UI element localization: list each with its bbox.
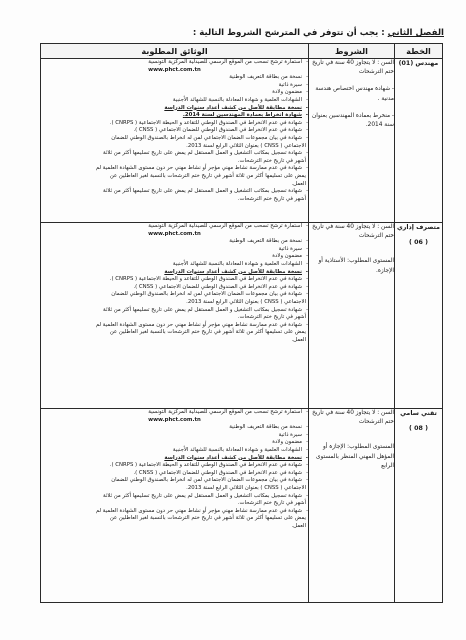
table-header-row [41, 44, 443, 59]
website-link[interactable]: www.phct.com.tn [148, 416, 201, 423]
document-item: - شهادة في عدم الانخراط في الصندوق الوطني للضمان الاجتماعي ( CNSS ). [41, 284, 308, 292]
document-item: - شهادة في عدم الانخراط في الصندوق الوطني للتقاعد و الحيطة الاجتماعية ( CNRPS ). [41, 120, 308, 128]
document-item: - مضمون ولادة [41, 253, 308, 261]
document-item: يمض على تسليمها أكثر من ثلاثة أشهر في تاريخ ختم الترشحات بالنسبة لغير العاطلين عن [109, 172, 306, 179]
document-item: أشهر في تاريخ ختم الترشحات. [237, 314, 306, 321]
plan-title: مهندس (01) [398, 60, 439, 67]
document-item: أشهر في تاريخ ختم الترشحات. [237, 195, 306, 202]
documents-cell [41, 59, 309, 223]
document-item: - شهادة في عدم الانخراط في الصندوق الوطني للضمان الاجتماعي ( CNSS ). [41, 127, 308, 135]
document-item: - استمارة ترشح تسحب من الموقع الرسمي للصيدلية المركزية التونسية [41, 409, 308, 417]
condition-level: المستوى المطلوب: الأستاذية أو الإجازة. [318, 258, 394, 274]
document-item: - شهادة تسجيل بمكاتب التشغيل و العمل المستقل لم يمض على تاريخ تسليمها أكثر من ثلاثة [41, 150, 308, 158]
document-item: - نسخة من بطاقة التعريف الوطنية [41, 238, 308, 246]
conditions-cell [309, 223, 395, 409]
plan-count: ( 08 ) [409, 425, 428, 432]
document-item: الاجتماعي ( CNSS ) بعنوان الثلاثي الرابع لسنة 2013. [186, 142, 306, 149]
column-header-plan: الخطة [395, 44, 443, 59]
condition-age: السن : لا يتجاوز 40 سنة في تاريخ ختم الترشحات [312, 224, 394, 240]
document-item: - سيرة ذاتية [41, 432, 308, 440]
document-item: - شهادة في بيان مجموعات الضمان الاجتماعي لمن له انخراط بالصندوق الوطني للضمان [41, 135, 308, 143]
plan-title: تقني سامي [400, 410, 437, 417]
chapter-title: الفصل الثاني [387, 28, 444, 38]
document-item: - مضمون ولادة [41, 89, 308, 97]
column-header-conditions: الشروط [309, 44, 395, 59]
document-item: العمل. [291, 336, 306, 343]
document-item: - الشهادات العلمية و شهادة المعادلة بالنسبة للشهائد الأجنبية [41, 97, 308, 105]
document-item: - نسخة من بطاقة التعريف الوطنية [41, 74, 308, 82]
documents-cell [41, 223, 309, 409]
document-item: - شهادة في عدم الانخراط في الصندوق الوطني للضمان الاجتماعي ( CNSS ). [41, 470, 308, 478]
document-item: - شهادة في بيان مجموعات الضمان الاجتماعي لمن له انخراط بالصندوق الوطني للضمان [41, 477, 308, 485]
condition-level: - شهادة مهندس اختصاص هندسة مدنية . [315, 86, 394, 102]
document-item: - شهادة في عدم الانخراط في الصندوق الوطني للتقاعد و الحيطة الاجتماعية ( CNRPS ). [41, 462, 308, 470]
document-item: - شهادة في عدم الانخراط في الصندوق الوطني للتقاعد و الحيطة الاجتماعية ( CNRPS ). [41, 276, 308, 284]
conditions-cell [309, 409, 395, 603]
document-item: - نسخة مطابقة للأصل من كشف أعداد سنوات الدراسة [41, 455, 308, 463]
conditions-cell [309, 59, 395, 223]
document-item: - مضمون ولادة [41, 439, 308, 447]
plan-title: متصرف إداري [396, 224, 441, 231]
document-item: - نسخة مطابقة للأصل من كشف أعداد سنوات الدراسة [41, 269, 308, 277]
documents-list [41, 59, 308, 203]
column-header-documents: الوثائق المطلوبة [41, 44, 309, 59]
document-item: - شهادة تسجيل بمكاتب التشغيل و العمل المستقل لم يمض على تاريخ تسليمها أكثر من ثلاثة [41, 188, 308, 196]
condition-age: السن : لا يتجاوز 40 سنة في تاريخ ختم الترشحات [312, 60, 394, 76]
condition-level: المستوى المطلوب: الإجازة أو المؤهل المهني المنظر بالمستوى الرابع [315, 444, 394, 469]
website-link[interactable]: www.phct.com.tn [148, 230, 201, 237]
chapter-heading [40, 27, 444, 39]
plan-cell [395, 59, 443, 223]
document-item: - شهادة في عدم ممارسة نشاط مهني مؤجر أو نشاط مهني حر دون مستوى الشهادة العلمية لم [41, 322, 308, 330]
document-item: أشهر في تاريخ ختم الترشحات. [237, 500, 306, 507]
document-item: - استمارة ترشح تسحب من الموقع الرسمي للصيدلية المركزية التونسية [41, 223, 308, 231]
document-item: - الشهادات العلمية و شهادة المعادلة بالنسبة للشهائد الأجنبية [41, 447, 308, 455]
document-item: أشهر في تاريخ ختم الترشحات. [237, 157, 306, 164]
document-item: - استمارة ترشح تسحب من الموقع الرسمي للصيدلية المركزية التونسية [41, 59, 308, 67]
document-item: - شهادة في عدم ممارسة نشاط مهني مؤجر أو نشاط مهني حر دون مستوى الشهادة العلمية لم [41, 165, 308, 173]
document-item: العمل. [291, 180, 306, 187]
table-row [41, 59, 443, 223]
plan-count: ( 06 ) [409, 239, 428, 246]
documents-list [41, 223, 308, 345]
condition-age: السن : لا يتجاوز 40 سنة في تاريخ ختم الترشحات [312, 410, 394, 426]
documents-list [41, 409, 308, 531]
chapter-subtitle: : يجب أن تتوفر في المترشح الشروط التالية : [192, 28, 385, 38]
document-item: - شهادة في بيان مجموعات الضمان الاجتماعي لمن له انخراط بالصندوق الوطني للضمان [41, 291, 308, 299]
requirements-table [40, 43, 443, 603]
condition-extra: - منخرط بعمادة المهندسين بعنوان سنة 2014. [312, 112, 394, 129]
table-row [41, 409, 443, 603]
document-item: الاجتماعي ( CNSS ) بعنوان الثلاثي الرابع لسنة 2013. [186, 298, 306, 305]
document-item: - شهادة في عدم ممارسة نشاط مهني مؤجر أو نشاط مهني حر دون مستوى الشهادة العلمية لم [41, 508, 308, 516]
document-item: الاجتماعي ( CNSS ) بعنوان الثلاثي الرابع لسنة 2013. [186, 484, 306, 491]
document-item: - نسخة من بطاقة التعريف الوطنية [41, 424, 308, 432]
plan-cell [395, 223, 443, 409]
document-item: يمض على تسليمها أكثر من ثلاثة أشهر في تاريخ ختم الترشحات بالنسبة لغير العاطلين عن [109, 515, 306, 522]
document-item: - سيرة ذاتية [41, 246, 308, 254]
document-item: - سيرة ذاتية [41, 82, 308, 90]
document-item: - شهادة تسجيل بمكاتب التشغيل و العمل المستقل لم يمض على تاريخ تسليمها أكثر من ثلاثة [41, 307, 308, 315]
document-item: - الشهادات العلمية و شهادة المعادلة بالنسبة للشهائد الأجنبية [41, 261, 308, 269]
document-item: - شهادة انخراط بعمادة المهندسين لسنة 2014. [41, 112, 308, 120]
website-link[interactable]: www.phct.com.tn [148, 66, 201, 73]
document-item: العمل. [291, 522, 306, 529]
document-item: - نسخة مطابقة للأصل من كشف أعداد سنوات الدراسة [41, 105, 308, 113]
documents-cell [41, 409, 309, 603]
document-item: - شهادة تسجيل بمكاتب التشغيل و العمل المستقل لم يمض على تاريخ تسليمها أكثر من ثلاثة [41, 493, 308, 501]
plan-cell [395, 409, 443, 603]
document-item: يمض على تسليمها أكثر من ثلاثة أشهر في تاريخ ختم الترشحات بالنسبة لغير العاطلين عن [109, 329, 306, 336]
table-row [41, 223, 443, 409]
